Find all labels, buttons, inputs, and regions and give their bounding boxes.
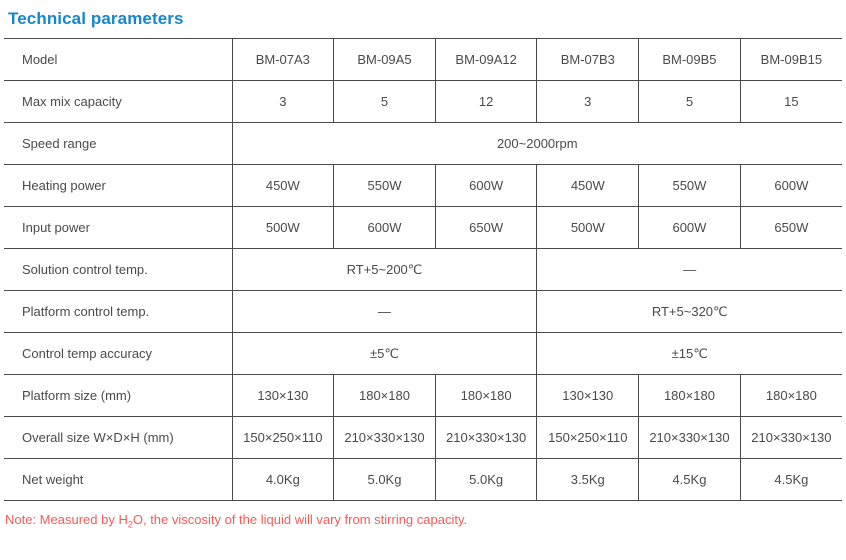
table-cell-merged: ±15℃ [537,333,842,375]
table-cell: 500W [232,207,334,249]
table-row-control-temp-accuracy [4,333,842,375]
table-cell: BM-09B5 [639,39,741,81]
table-cell: 130×130 [232,375,334,417]
table-row-model [4,39,842,81]
table-cell: 180×180 [435,375,537,417]
table-cell: 650W [740,207,842,249]
table-cell: 130×130 [537,375,639,417]
table-cell: BM-07A3 [232,39,334,81]
table-cell: 600W [334,207,436,249]
table-cell: 4.5Kg [639,459,741,501]
table-cell: 550W [334,165,436,207]
table-cell: 180×180 [639,375,741,417]
table-row-max-mix-capacity [4,81,842,123]
table-cell: 600W [740,165,842,207]
technical-parameters-table [4,38,842,501]
row-label: Speed range [4,123,232,165]
table-cell: 210×330×130 [334,417,436,459]
row-label: Model [4,39,232,81]
table-row-speed-range [4,123,842,165]
table-cell: 450W [232,165,334,207]
table-cell: 210×330×130 [639,417,741,459]
table-cell: 600W [639,207,741,249]
table-cell: 180×180 [740,375,842,417]
table-cell: 5.0Kg [334,459,436,501]
note-suffix: O, the viscosity of the liquid will vary from stirring capacity. [132,512,468,527]
table-cell: BM-09A12 [435,39,537,81]
row-label: Platform control temp. [4,291,232,333]
row-label: Solution control temp. [4,249,232,291]
row-label: Heating power [4,165,232,207]
table-row-overall-size [4,417,842,459]
table-cell: 450W [537,165,639,207]
table-cell: 4.0Kg [232,459,334,501]
table-cell: BM-09B15 [740,39,842,81]
table-cell: 4.5Kg [740,459,842,501]
table-cell: 500W [537,207,639,249]
row-label: Platform size (mm) [4,375,232,417]
table-cell-merged: — [537,249,842,291]
row-label: Overall size W×D×H (mm) [4,417,232,459]
row-label: Net weight [4,459,232,501]
table-cell: BM-09A5 [334,39,436,81]
table-cell: 5.0Kg [435,459,537,501]
table-cell: 5 [334,81,436,123]
table-row-platform-size [4,375,842,417]
table-row-input-power [4,207,842,249]
table-cell: 15 [740,81,842,123]
row-label: Input power [4,207,232,249]
table-cell: BM-07B3 [537,39,639,81]
table-cell: 150×250×110 [537,417,639,459]
table-cell: 210×330×130 [740,417,842,459]
table-cell: 650W [435,207,537,249]
page-title: Technical parameters [8,9,184,28]
table-cell: 3 [232,81,334,123]
table-cell-merged: RT+5~200℃ [232,249,537,291]
row-label: Control temp accuracy [4,333,232,375]
table-cell: 180×180 [334,375,436,417]
table-cell: 3 [537,81,639,123]
table-cell-merged: — [232,291,537,333]
table-cell: 12 [435,81,537,123]
table-cell: 150×250×110 [232,417,334,459]
table-cell-merged: ±5℃ [232,333,537,375]
table-cell: 600W [435,165,537,207]
note-subscript: 2 [127,519,133,530]
table-cell: 5 [639,81,741,123]
table-row-heating-power [4,165,842,207]
table-cell-merged: 200~2000rpm [232,123,842,165]
table-cell: 3.5Kg [537,459,639,501]
table-row-solution-control-temp [4,249,842,291]
table-cell: 550W [639,165,741,207]
note-prefix: Note: Measured by H [5,512,128,527]
table-cell-merged: RT+5~320℃ [537,291,842,333]
table-row-net-weight [4,459,842,501]
row-label: Max mix capacity [4,81,232,123]
table-row-platform-control-temp [4,291,842,333]
note-text [5,512,846,530]
table-cell: 210×330×130 [435,417,537,459]
